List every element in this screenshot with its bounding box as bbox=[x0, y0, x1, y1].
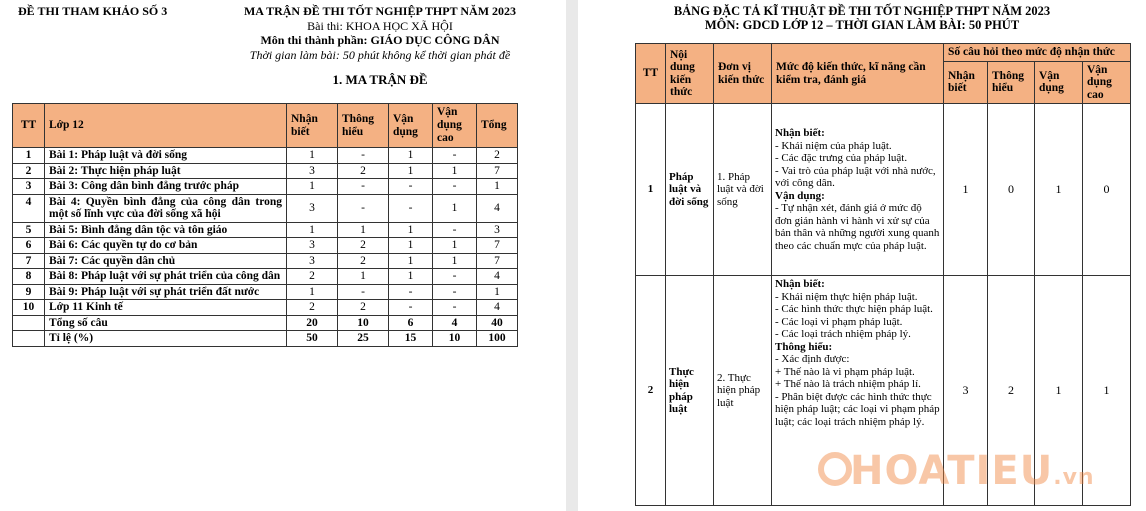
cell-nb: 1 bbox=[287, 179, 338, 195]
cell-total: 1 bbox=[477, 284, 518, 300]
cell-vdc: - bbox=[433, 284, 477, 300]
spec-subtitle: MÔN: GDCD LỚP 12 – THỜI GIAN LÀM BÀI: 50 PHÚT bbox=[704, 18, 1020, 32]
cell-nb: 2 bbox=[287, 300, 338, 316]
table-row bbox=[13, 163, 518, 179]
column-header: Nhận biết bbox=[944, 61, 988, 104]
row-number: 6 bbox=[13, 238, 45, 254]
watermark-brand: HOATIEU bbox=[850, 448, 1054, 494]
cell-th: 1 bbox=[338, 222, 389, 238]
cell-th: 0 bbox=[988, 104, 1035, 276]
empty-cell bbox=[13, 331, 45, 347]
document-header bbox=[215, 4, 545, 62]
matrix-header-row bbox=[13, 104, 518, 148]
cell-nb: 1 bbox=[944, 104, 988, 276]
cell-th: 25 bbox=[338, 331, 389, 347]
column-header: Vận dụng bbox=[1035, 61, 1083, 104]
level-item: - Xác định được: bbox=[775, 353, 850, 365]
cell-vd: 1 bbox=[389, 222, 433, 238]
cell-th: 2 bbox=[338, 253, 389, 269]
row-number: 5 bbox=[13, 222, 45, 238]
cell-vdc: - bbox=[433, 148, 477, 164]
cell-th: - bbox=[338, 179, 389, 195]
time-line: Thời gian làm bài: 50 phút không kể thời gian phát đề bbox=[249, 47, 511, 62]
column-group-header: Số câu hỏi theo mức độ nhận thức bbox=[944, 44, 1131, 62]
cell-nb: 1 bbox=[287, 148, 338, 164]
cell-nb: 3 bbox=[287, 163, 338, 179]
empty-cell bbox=[13, 315, 45, 331]
cell-th: - bbox=[338, 284, 389, 300]
cell-nb: 2 bbox=[287, 269, 338, 285]
cell-vd: - bbox=[389, 179, 433, 195]
cell-nb: 3 bbox=[287, 194, 338, 222]
cell-nb: 3 bbox=[287, 238, 338, 254]
cell-th: - bbox=[338, 148, 389, 164]
row-number: 2 bbox=[636, 276, 666, 506]
cell-vdc: 10 bbox=[433, 331, 477, 347]
cell-vdc: - bbox=[433, 300, 477, 316]
cell-total: 1 bbox=[477, 179, 518, 195]
watermark bbox=[810, 448, 1095, 494]
cell-vdc: 0 bbox=[1083, 104, 1131, 276]
cell-th: - bbox=[338, 194, 389, 222]
level-heading: Nhận biết: bbox=[775, 278, 825, 290]
row-number: 4 bbox=[13, 194, 45, 222]
level-item: - Các loại vi phạm pháp luật. bbox=[775, 315, 903, 328]
cell-th: 1 bbox=[338, 269, 389, 285]
level-heading: Vận dụng: bbox=[775, 189, 825, 202]
level-description bbox=[772, 104, 944, 276]
cell-vd: 1 bbox=[389, 163, 433, 179]
row-number: 1 bbox=[13, 148, 45, 164]
table-row bbox=[13, 222, 518, 238]
cell-vd: - bbox=[389, 300, 433, 316]
level-item: + Thế nào là trách nhiệm pháp lí. bbox=[775, 378, 921, 390]
cell-vd: 1 bbox=[1035, 104, 1083, 276]
cell-vd: 15 bbox=[389, 331, 433, 347]
cell-total: 7 bbox=[477, 238, 518, 254]
exam-label: ĐỀ THI THAM KHẢO SỐ 3 bbox=[18, 4, 168, 18]
spec-header-row bbox=[636, 44, 1131, 62]
cell-nb: 1 bbox=[287, 284, 338, 300]
row-number: 7 bbox=[13, 253, 45, 269]
summary-label: Tỉ lệ (%) bbox=[45, 331, 287, 347]
column-header: Mức độ kiến thức, kĩ năng cần kiểm tra, đánh giá bbox=[772, 44, 944, 104]
summary-label: Tổng số câu bbox=[45, 315, 287, 331]
cell-nb: 3 bbox=[287, 253, 338, 269]
cell-total: 7 bbox=[477, 163, 518, 179]
cell-vd: 1 bbox=[389, 148, 433, 164]
level-heading: Thông hiểu: bbox=[775, 340, 833, 353]
row-number: 10 bbox=[13, 300, 45, 316]
cell-nb: 20 bbox=[287, 315, 338, 331]
level-item: - Các hình thức thực hiện pháp luật. bbox=[775, 303, 933, 315]
level-item: - Các đặc trưng của pháp luật. bbox=[775, 152, 908, 164]
table-row bbox=[13, 238, 518, 254]
cell-total: 4 bbox=[477, 194, 518, 222]
cell-vdc: - bbox=[433, 269, 477, 285]
cell-vdc: - bbox=[433, 222, 477, 238]
cell-vdc: 1 bbox=[1083, 276, 1131, 506]
lesson-name: Bài 6: Các quyền tự do cơ bản bbox=[45, 238, 287, 254]
cell-vd: 1 bbox=[1035, 276, 1083, 506]
cell-th: 2 bbox=[338, 300, 389, 316]
cell-th: 2 bbox=[338, 163, 389, 179]
cell-vdc: 1 bbox=[433, 163, 477, 179]
cell-total: 7 bbox=[477, 253, 518, 269]
table-row bbox=[13, 300, 518, 316]
ratio-row bbox=[13, 331, 518, 347]
column-header: Nội dung kiến thức bbox=[666, 44, 714, 104]
row-number: 9 bbox=[13, 284, 45, 300]
table-row bbox=[13, 194, 518, 222]
level-item: - Các loại trách nhiệm pháp lý. bbox=[775, 328, 911, 340]
cell-total: 2 bbox=[477, 148, 518, 164]
spec-title: BẢNG ĐẶC TẢ KĨ THUẬT ĐỀ THI TỐT NGHIỆP THPT NĂM 2023 bbox=[673, 4, 1051, 18]
row-number: 8 bbox=[13, 269, 45, 285]
spec-table bbox=[635, 43, 1131, 506]
subject-line: Bài thi: KHOA HỌC XÃ HỘI bbox=[307, 18, 453, 33]
content-name: Pháp luật và đời sống bbox=[666, 104, 714, 276]
right-document-page bbox=[578, 0, 1146, 511]
lesson-name: Bài 5: Bình đẳng dân tộc và tôn giáo bbox=[45, 222, 287, 238]
cell-th: 2 bbox=[988, 276, 1035, 506]
row-number: 3 bbox=[13, 179, 45, 195]
document-title: MA TRẬN ĐỀ THI TỐT NGHIỆP THPT NĂM 2023 bbox=[243, 4, 517, 18]
column-header: Đơn vị kiến thức bbox=[714, 44, 772, 104]
matrix-body bbox=[13, 148, 518, 347]
cell-vdc: 1 bbox=[433, 238, 477, 254]
section-title: 1. MA TRẬN ĐỀ bbox=[332, 72, 428, 87]
table-row bbox=[13, 269, 518, 285]
level-item: - Khái niệm của pháp luật. bbox=[775, 139, 892, 152]
cell-total: 4 bbox=[477, 269, 518, 285]
table-row bbox=[13, 284, 518, 300]
column-header: Tổng bbox=[477, 104, 518, 148]
cell-vdc: 1 bbox=[433, 194, 477, 222]
spec-body bbox=[636, 104, 1131, 506]
spec-row bbox=[636, 104, 1131, 276]
cell-vdc: - bbox=[433, 179, 477, 195]
unit-name: 2. Thực hiện pháp luật bbox=[714, 276, 772, 506]
cell-total: 40 bbox=[477, 315, 518, 331]
lesson-name: Bài 7: Các quyền dân chủ bbox=[45, 253, 287, 269]
unit-name: 1. Pháp luật và đời sống bbox=[714, 104, 772, 276]
lesson-name: Bài 2: Thực hiện pháp luật bbox=[45, 163, 287, 179]
spec-header bbox=[578, 4, 1146, 32]
level-item: - Phân biệt được các hình thức thực hiện pháp luật; các loại vi phạm pháp luật; các loại trách nhiệm pháp lý. bbox=[775, 390, 940, 428]
total-row bbox=[13, 315, 518, 331]
lesson-name: Bài 9: Pháp luật với sự phát triển đất nước bbox=[45, 284, 287, 300]
column-header: Vận dụng cao bbox=[433, 104, 477, 148]
level-item: - Vai trò của pháp luật với nhà nước, với công dân. bbox=[775, 164, 936, 189]
cell-total: 3 bbox=[477, 222, 518, 238]
level-heading: Nhận biết: bbox=[775, 127, 825, 139]
left-document-page bbox=[0, 0, 566, 511]
cell-nb: 1 bbox=[287, 222, 338, 238]
column-header: TT bbox=[13, 104, 45, 148]
content-name: Thực hiện pháp luật bbox=[666, 276, 714, 506]
lesson-name: Bài 1: Pháp luật và đời sống bbox=[45, 148, 287, 164]
lesson-name: Lớp 11 Kinh tế bbox=[45, 300, 287, 316]
column-header: Lớp 12 bbox=[45, 104, 287, 148]
cell-vdc: 1 bbox=[433, 253, 477, 269]
table-row bbox=[13, 179, 518, 195]
column-header: Thông hiểu bbox=[988, 61, 1035, 104]
cell-total: 4 bbox=[477, 300, 518, 316]
cell-nb: 50 bbox=[287, 331, 338, 347]
cell-th: 2 bbox=[338, 238, 389, 254]
exam-matrix-table bbox=[12, 103, 518, 347]
lesson-name: Bài 3: Công dân bình đẳng trước pháp bbox=[45, 179, 287, 195]
cell-vd: - bbox=[389, 194, 433, 222]
row-number: 2 bbox=[13, 163, 45, 179]
level-item: - Tự nhận xét, đánh giá ở mức độ đơn giản hành vi hành vi xử sự của bản thân và những người xung quanh theo các chuẩn mực của pháp luật. bbox=[775, 202, 940, 252]
table-row bbox=[13, 253, 518, 269]
column-header: Nhận biết bbox=[287, 104, 338, 148]
cell-th: 10 bbox=[338, 315, 389, 331]
cell-vd: 1 bbox=[389, 269, 433, 285]
level-item: + Thế nào là vi phạm pháp luật. bbox=[775, 365, 915, 378]
watermark-tld: .vn bbox=[1053, 465, 1095, 490]
cell-vd: 1 bbox=[389, 253, 433, 269]
column-header: Vận dụng bbox=[389, 104, 433, 148]
cell-vd: 6 bbox=[389, 315, 433, 331]
cell-total: 100 bbox=[477, 331, 518, 347]
cell-vd: 1 bbox=[389, 238, 433, 254]
column-header: TT bbox=[636, 44, 666, 104]
column-header: Thông hiểu bbox=[338, 104, 389, 148]
component-line: Môn thi thành phần: GIÁO DỤC CÔNG DÂN bbox=[260, 33, 500, 47]
lesson-name: Bài 4: Quyền bình đẳng của công dân trong một số lĩnh vực của đời sống xã hội bbox=[45, 194, 287, 222]
level-item: - Khái niệm thực hiện pháp luật. bbox=[775, 290, 918, 303]
row-number: 1 bbox=[636, 104, 666, 276]
column-header: Vận dụng cao bbox=[1083, 61, 1131, 104]
lesson-name: Bài 8: Pháp luật với sự phát triển của công dân bbox=[45, 269, 287, 285]
cell-vd: - bbox=[389, 284, 433, 300]
cell-nb: 3 bbox=[944, 276, 988, 506]
table-row bbox=[13, 148, 518, 164]
cell-vdc: 4 bbox=[433, 315, 477, 331]
